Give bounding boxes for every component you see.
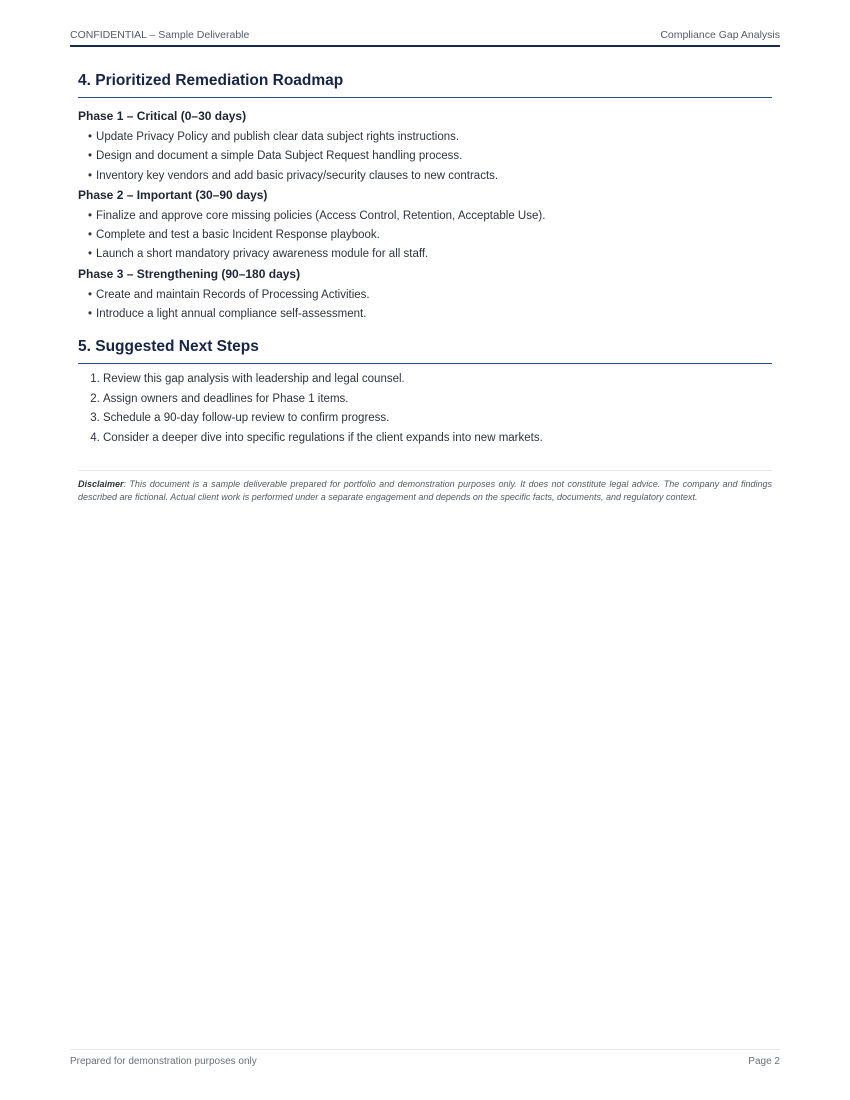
- list-item: 1. Review this gap analysis with leadership and legal counsel.: [103, 370, 772, 389]
- page-number: Page 2: [748, 1056, 780, 1067]
- list-item: • Introduce a light annual compliance self-assessment.: [88, 305, 772, 324]
- section-title-next-steps: 5. Suggested Next Steps: [78, 338, 772, 364]
- list-item: • Update Privacy Policy and publish clear data subject rights instructions.: [88, 128, 772, 147]
- list-item: • Create and maintain Records of Processing Activities.: [88, 286, 772, 305]
- phase-1-title: Phase 1 – Critical (0–30 days): [78, 109, 247, 123]
- list-item: • Launch a short mandatory privacy awareness module for all staff.: [88, 245, 772, 264]
- phase-3: [78, 265, 772, 325]
- disclaimer-text: : This document is a sample deliverable prepared for portfolio and demonstration purposes only. It does not constitute legal advice. The company and findings described are fictional. Actual client work is performed under a separate engagement and depends on the specific facts, documents, and regulatory context.: [78, 479, 772, 502]
- list-item: • Complete and test a basic Incident Response playbook.: [88, 226, 772, 245]
- phase-3-list: [78, 286, 772, 325]
- disclaimer: [78, 470, 772, 503]
- page-header: [70, 28, 780, 47]
- phase-3-title: Phase 3 – Strengthening (90–180 days): [78, 266, 301, 281]
- footer-note: Prepared for demonstration purposes only: [70, 1056, 257, 1067]
- header-document-title: Compliance Gap Analysis: [660, 29, 780, 41]
- phase-1-list: [78, 128, 772, 186]
- list-item: • Design and document a simple Data Subject Request handling process.: [88, 147, 772, 166]
- list-item: 3. Schedule a 90-day follow-up review to confirm progress.: [103, 409, 772, 428]
- page-content: [78, 72, 772, 503]
- page-footer: [70, 1049, 780, 1067]
- header-confidential-label: CONFIDENTIAL – Sample Deliverable: [70, 29, 250, 41]
- next-steps-list: [78, 370, 772, 448]
- section-title-roadmap: 4. Prioritized Remediation Roadmap: [78, 72, 772, 98]
- list-item: • Inventory key vendors and add basic privacy/security clauses to new contracts.: [88, 167, 772, 186]
- phase-2-title: Phase 2 – Important (30–90 days): [78, 187, 268, 202]
- list-item: • Finalize and approve core missing policies (Access Control, Retention, Acceptable Use).: [88, 207, 772, 226]
- list-item: 2. Assign owners and deadlines for Phase 1 items.: [103, 390, 772, 409]
- phase-2-list: [78, 207, 772, 265]
- phase-2: [78, 186, 772, 265]
- list-item: 4. Consider a deeper dive into specific regulations if the client expands into new markets.: [103, 429, 772, 448]
- phase-1: [78, 107, 772, 186]
- disclaimer-label: Disclaimer: [78, 479, 124, 489]
